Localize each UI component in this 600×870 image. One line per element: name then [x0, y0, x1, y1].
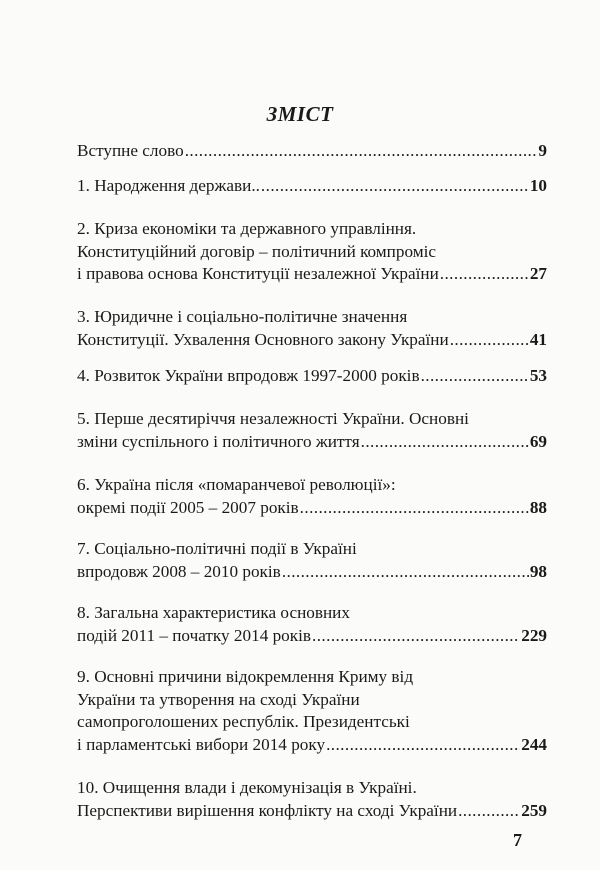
dot-leader: [421, 365, 529, 388]
toc-entry[interactable]: [77, 306, 547, 351]
dot-leader: [458, 800, 520, 823]
toc-entry-line: [77, 777, 547, 800]
toc-page-number: 244: [521, 734, 547, 754]
toc-page-number: 69: [529, 431, 547, 451]
dot-leader: [261, 175, 529, 198]
toc-entry-line: [77, 306, 547, 329]
toc-page-number: 27: [529, 264, 547, 283]
toc-entry[interactable]: [77, 602, 547, 647]
toc-entry-line: [77, 329, 547, 352]
toc-title: ЗМІСТ: [266, 102, 334, 126]
toc-entry-line: [77, 800, 547, 823]
toc-entry-line: [77, 474, 547, 497]
page-number: 7: [513, 830, 522, 850]
toc-page-number: 53: [529, 366, 547, 385]
dot-leader: [185, 140, 538, 163]
toc-entry-line: [77, 175, 547, 198]
toc-entry-line: [77, 497, 547, 520]
toc-entry[interactable]: [77, 474, 547, 519]
toc-page-number: 259: [521, 800, 547, 820]
toc-entry-text: і парламентські вибори 2014 року: [77, 734, 326, 754]
toc-entry[interactable]: [77, 218, 547, 286]
toc-entry-line: [77, 263, 547, 286]
toc-entry-text: 3. Юридичне і соціально-політичне значення: [77, 307, 408, 326]
toc-entry[interactable]: [77, 666, 547, 756]
toc-entry-text: 10. Очищення влади і декомунізація в Україні.: [77, 778, 417, 797]
dot-leader: [282, 561, 529, 584]
toc-entry-text: Перспективи вирішення конфлікту на сході України: [77, 800, 458, 820]
toc-entry-text: впродовж 2008 – 2010 років: [77, 561, 281, 581]
dot-leader: [361, 431, 529, 454]
toc-entry-line: [77, 561, 547, 584]
toc-entry-text: Конституційний договір – політичний компроміс: [77, 241, 437, 261]
toc-page-number: 229: [521, 625, 547, 645]
dot-leader: [326, 734, 520, 757]
toc-entry[interactable]: [77, 777, 547, 822]
toc-entry-text: Конституції. Ухвалення Основного закону України: [77, 329, 449, 349]
toc-entry-text: і правова основа Конституції незалежної України: [77, 264, 439, 283]
toc-entry-line: [77, 408, 547, 431]
toc-entry-text: 4. Розвиток України впродовж 1997-2000 років: [77, 366, 420, 385]
toc-entry-line: [77, 689, 547, 712]
toc-entry-line: [77, 734, 547, 757]
toc-entry-text: 7. Соціально-політичні події в Україні: [77, 539, 357, 558]
toc-entry-line: [77, 241, 547, 264]
dot-leader: [300, 497, 529, 520]
toc-entry[interactable]: [77, 175, 547, 198]
toc-page-number: 88: [529, 497, 547, 517]
toc-entry[interactable]: [77, 538, 547, 583]
dot-leader: [450, 329, 529, 352]
toc-entry-line: [77, 666, 547, 689]
toc-entry-line: [77, 602, 547, 625]
toc-entry[interactable]: [77, 408, 547, 453]
toc-entry-text: 1. Народження держави..: [77, 176, 260, 195]
toc-entry-text: зміни суспільного і політичного життя: [77, 431, 360, 451]
toc-entry-line: [77, 431, 547, 454]
toc-entry[interactable]: [77, 140, 547, 163]
toc-entry-text: України та утворення на сході України: [77, 689, 360, 709]
toc-entry-text: 6. Україна після «помаранчевої революції»:: [77, 475, 396, 494]
toc-entry-text: 9. Основні причини відокремлення Криму від: [77, 667, 414, 686]
toc-entry-text: 5. Перше десятиріччя незалежності України. Основні: [77, 409, 469, 428]
toc-entry-text: подій 2011 – початку 2014 років: [77, 625, 312, 645]
toc-entry-text: 2. Криза економіки та державного управління.: [77, 219, 417, 238]
toc-entry-line: [77, 625, 547, 648]
toc-entry[interactable]: [77, 365, 547, 388]
dot-leader: [312, 625, 520, 648]
toc-entry-text: окремі події 2005 – 2007 років: [77, 497, 299, 517]
toc-entry-line: [77, 140, 547, 163]
toc-page-number: 10: [529, 176, 547, 195]
toc-entry-text: 8. Загальна характеристика основних: [77, 603, 350, 622]
toc-page-number: 98: [529, 561, 547, 581]
toc-entry-line: [77, 711, 547, 734]
toc-entry-line: [77, 218, 547, 241]
dot-leader: [440, 263, 529, 286]
toc-entry-text: самопроголошених республік. Президентські: [77, 712, 410, 731]
toc-page-number: 9: [538, 141, 547, 160]
toc-entry-line: [77, 365, 547, 388]
toc-entry-line: [77, 538, 547, 561]
toc-entry-text: Вступне слово: [77, 141, 184, 160]
toc-page-number: 41: [529, 329, 547, 349]
